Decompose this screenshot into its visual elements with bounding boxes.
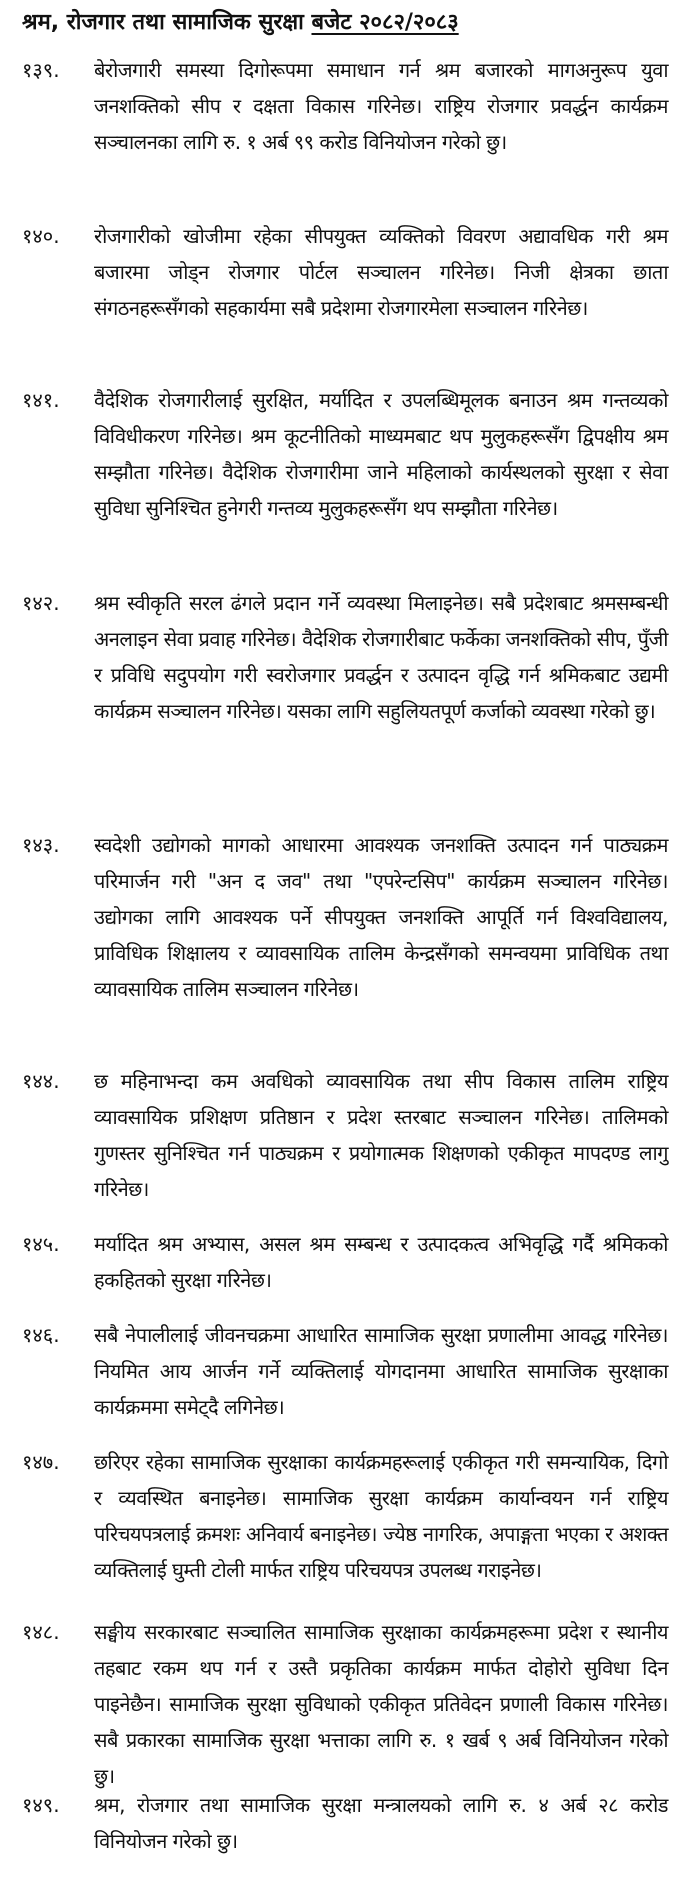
paragraph-number: १४७. bbox=[22, 1450, 60, 1474]
paragraph-number: १४१. bbox=[22, 388, 60, 412]
paragraph-text: श्रम, रोजगार तथा सामाजिक सुरक्षा मन्त्रालयको लागि रु. ४ अर्ब २८ करोड विनियोजन गरेको छु। bbox=[94, 1793, 668, 1853]
paragraph-143 bbox=[22, 827, 668, 1007]
paragraph-number: १४८. bbox=[22, 1620, 60, 1644]
paragraph-148 bbox=[22, 1614, 668, 1794]
paragraph-number: १४६. bbox=[22, 1323, 60, 1347]
paragraph-text: रोजगारीको खोजीमा रहेका सीपयुक्त व्यक्तिको विवरण अद्यावधिक गरी श्रम बजारमा जोड्न रोजगार पोर्टल सञ्चालन गरिनेछ। निजी क्षेत्रका छाता संगठनहरूसँगको सहकार्यमा सबै प्रदेशमा रोजगारमेला सञ्चालन गरिनेछ। bbox=[94, 224, 668, 320]
heading-budget-year: बजेट २०८२/२०८३ bbox=[311, 10, 459, 35]
paragraph-number: १४२. bbox=[22, 591, 60, 615]
paragraph-number: १४०. bbox=[22, 224, 60, 248]
paragraph-149 bbox=[22, 1787, 668, 1859]
paragraph-144 bbox=[22, 1063, 668, 1207]
paragraph-145 bbox=[22, 1226, 668, 1298]
page-heading bbox=[22, 6, 459, 36]
paragraph-text: सङ्घीय सरकारबाट सञ्चालित सामाजिक सुरक्षाका कार्यक्रमहरूमा प्रदेश र स्थानीय तहबाट रकम थप गर्न र उस्तै प्रकृतिका कार्यक्रम मार्फत दोहोरो सुविधा दिन पाइनेछैन। सामाजिक सुरक्षा सुविधाको एकीकृत प्रतिवेदन प्रणाली विकास गरिनेछ। सबै प्रकारका सामाजिक सुरक्षा भत्ताका लागि रु. १ खर्ब ९ अर्ब विनियोजन गरेको छु। bbox=[94, 1620, 668, 1788]
paragraph-142 bbox=[22, 585, 668, 729]
paragraph-139 bbox=[22, 52, 668, 160]
paragraph-text: स्वदेशी उद्योगको मागको आधारमा आवश्यक जनशक्ति उत्पादन गर्न पाठ्यक्रम परिमार्जन गरी "अन द जव" तथा "एपरेन्टसिप" कार्यक्रम सञ्चालन गरिनेछ। उद्योगका लागि आवश्यक पर्ने सीपयुक्त जनशक्ति आपूर्ति गर्न विश्वविद्यालय, प्राविधिक शिक्षालय र व्यावसायिक तालिम केन्द्रसँगको समन्वयमा प्राविधिक तथा व्यावसायिक तालिम सञ्चालन गरिनेछ। bbox=[94, 833, 668, 1001]
paragraph-number: १३९. bbox=[22, 58, 60, 82]
paragraph-number: १४९. bbox=[22, 1793, 60, 1817]
paragraph-146 bbox=[22, 1317, 668, 1425]
paragraph-text: छ महिनाभन्दा कम अवधिको व्यावसायिक तथा सीप विकास तालिम राष्ट्रिय व्यावसायिक प्रशिक्षण प्रतिष्ठान र प्रदेश स्तरबाट सञ्चालन गरिनेछ। तालिमको गुणस्तर सुनिश्चित गर्न पाठ्यक्रम र प्रयोगात्मक शिक्षणको एकीकृत मापदण्ड लागु गरिनेछ। bbox=[94, 1069, 668, 1201]
paragraph-text: छरिएर रहेका सामाजिक सुरक्षाका कार्यक्रमहरूलाई एकीकृत गरी समन्यायिक, दिगो र व्यवस्थित बनाइनेछ। सामाजिक सुरक्षा कार्यक्रम कार्यान्वयन गर्न राष्ट्रिय परिचयपत्रलाई क्रमशः अनिवार्य बनाइनेछ। ज्येष्ठ नागरिक, अपाङ्गता भएका र अशक्त व्यक्तिलाई घुम्ती टोली मार्फत राष्ट्रिय परिचयपत्र उपलब्ध गराइनेछ। bbox=[94, 1450, 668, 1582]
paragraph-text: मर्यादित श्रम अभ्यास, असल श्रम सम्बन्ध र उत्पादकत्व अभिवृद्धि गर्दै श्रमिकको हकहितको सुरक्षा गरिनेछ। bbox=[94, 1232, 668, 1292]
paragraph-140 bbox=[22, 218, 668, 326]
paragraph-text: वैदेशिक रोजगारीलाई सुरक्षित, मर्यादित र उपलब्धिमूलक बनाउन श्रम गन्तव्यको विविधीकरण गरिनेछ। श्रम कूटनीतिको माध्यमबाट थप मुलुकहरूसँग द्विपक्षीय श्रम सम्झौता गरिनेछ। वैदेशिक रोजगारीमा जाने महिलाको कार्यस्थलको सुरक्षा र सेवा सुविधा सुनिश्चित हुनेगरी गन्तव्य मुलुकहरूसँग थप सम्झौता गरिनेछ। bbox=[94, 388, 668, 520]
paragraph-141 bbox=[22, 382, 668, 526]
paragraph-number: १४४. bbox=[22, 1069, 60, 1093]
paragraph-text: बेरोजगारी समस्या दिगोरूपमा समाधान गर्न श्रम बजारको मागअनुरूप युवा जनशक्तिको सीप र दक्षता विकास गरिनेछ। राष्ट्रिय रोजगार प्रवर्द्धन कार्यक्रम सञ्चालनका लागि रु. १ अर्ब ९९ करोड विनियोजन गरेको छु। bbox=[94, 58, 668, 154]
paragraph-147 bbox=[22, 1444, 668, 1588]
paragraph-number: १४३. bbox=[22, 833, 60, 857]
heading-title: श्रम, रोजगार तथा सामाजिक सुरक्षा bbox=[22, 10, 304, 35]
paragraph-text: श्रम स्वीकृति सरल ढंगले प्रदान गर्ने व्यवस्था मिलाइनेछ। सबै प्रदेशबाट श्रमसम्बन्धी अनलाइन सेवा प्रवाह गरिनेछ। वैदेशिक रोजगारीबाट फर्केका जनशक्तिको सीप, पुँजी र प्रविधि सदुपयोग गरी स्वरोजगार प्रवर्द्धन र उत्पादन वृद्धि गर्न श्रमिकबाट उद्यमी कार्यक्रम सञ्चालन गरिनेछ। यसका लागि सहुलियतपूर्ण कर्जाको व्यवस्था गरेको छु। bbox=[94, 591, 668, 723]
paragraph-number: १४५. bbox=[22, 1232, 60, 1256]
paragraph-text: सबै नेपालीलाई जीवनचक्रमा आधारित सामाजिक सुरक्षा प्रणालीमा आवद्ध गरिनेछ। नियमित आय आर्जन गर्ने व्यक्तिलाई योगदानमा आधारित सामाजिक सुरक्षाका कार्यक्रममा समेट्दै लगिनेछ। bbox=[94, 1323, 668, 1419]
